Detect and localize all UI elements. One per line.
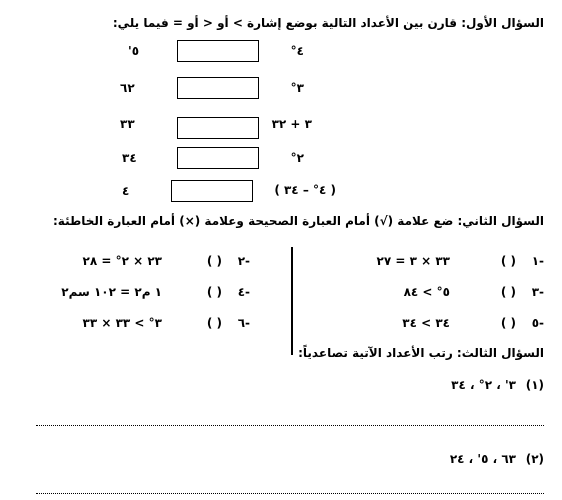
q2-item6-expression: ٣° > ٣٣ × ٣٣ [82, 316, 162, 330]
q2-item1-expression: ٣٣ × ٣ = ٢٧ [376, 254, 450, 268]
q1-row1-right: ٤° [290, 44, 304, 58]
q2-heading: السؤال الثاني: ضع علامة (√) أمام العبارة الصحيحة وعلامة (×) أمام العبارة الخاطئة: [53, 214, 544, 228]
q3-heading: السؤال الثالث: رتب الأعداد الآتية تصاعدياً: [298, 346, 544, 360]
q1-row3-right: ٣ + ٣٢ [271, 117, 312, 131]
q2-item1-number: -١ [531, 254, 544, 268]
q2-item3-number: -٣ [531, 285, 544, 299]
q3-item1-answer-line[interactable] [36, 425, 544, 426]
q1-row2-answer-box[interactable] [177, 77, 259, 99]
q1-row2-left: ٦٢ [120, 81, 135, 95]
q1-row4-right: ٢° [290, 151, 304, 165]
q1-row4-left: ٣٤ [122, 151, 137, 165]
q2-divider [291, 247, 293, 355]
q2-item6-check-parens[interactable]: ( ) [206, 316, 222, 330]
q3-item2-label: (٢) [525, 452, 544, 466]
q1-row5-right: ( ٤° – ٣٤ ) [274, 183, 336, 197]
q2-item5-number: -٥ [531, 316, 544, 330]
q1-row5-answer-box[interactable] [171, 180, 253, 202]
q1-row4-answer-box[interactable] [177, 147, 259, 169]
q2-item1-check-parens[interactable]: ( ) [500, 254, 516, 268]
q2-item3-expression: ٥° > ٨٤ [403, 285, 450, 299]
q2-item2-expression: ٢٣ × ٢° = ٢٨ [82, 254, 162, 268]
q1-row2-right: ٣° [290, 81, 304, 95]
q2-item2-number: -٢ [237, 254, 250, 268]
q1-row3-answer-box[interactable] [177, 117, 259, 139]
q2-item6-number: -٦ [237, 316, 250, 330]
q1-row5-left: ٤ [122, 184, 130, 198]
q1-row1-answer-box[interactable] [177, 40, 259, 62]
q2-item5-check-parens[interactable]: ( ) [500, 316, 516, 330]
q2-item2-check-parens[interactable]: ( ) [206, 254, 222, 268]
q3-item1-values: ٣' ، ٢° ، ٣٤ [451, 378, 516, 392]
q2-item4-expression: ١ م٢ = ١٠٢ سم٢ [61, 285, 162, 299]
q2-item4-check-parens[interactable]: ( ) [206, 285, 222, 299]
q3-item1-label: (١) [525, 378, 544, 392]
q2-item4-number: -٤ [237, 285, 250, 299]
q2-item3-check-parens[interactable]: ( ) [500, 285, 516, 299]
q1-row1-left: ٥' [128, 44, 140, 58]
q1-heading: السؤال الأول: قارن بين الأعداد التالية بوضع إشارة > أو < أو = فيما يلي: [112, 16, 544, 30]
q2-item5-expression: ٣٤ > ٣٤ [402, 316, 450, 330]
q1-row3-left: ٣٣ [120, 117, 135, 131]
q3-item2-answer-line[interactable] [36, 493, 544, 494]
q3-item2-values: ٦٣ ، ٥' ، ٢٤ [449, 452, 516, 466]
